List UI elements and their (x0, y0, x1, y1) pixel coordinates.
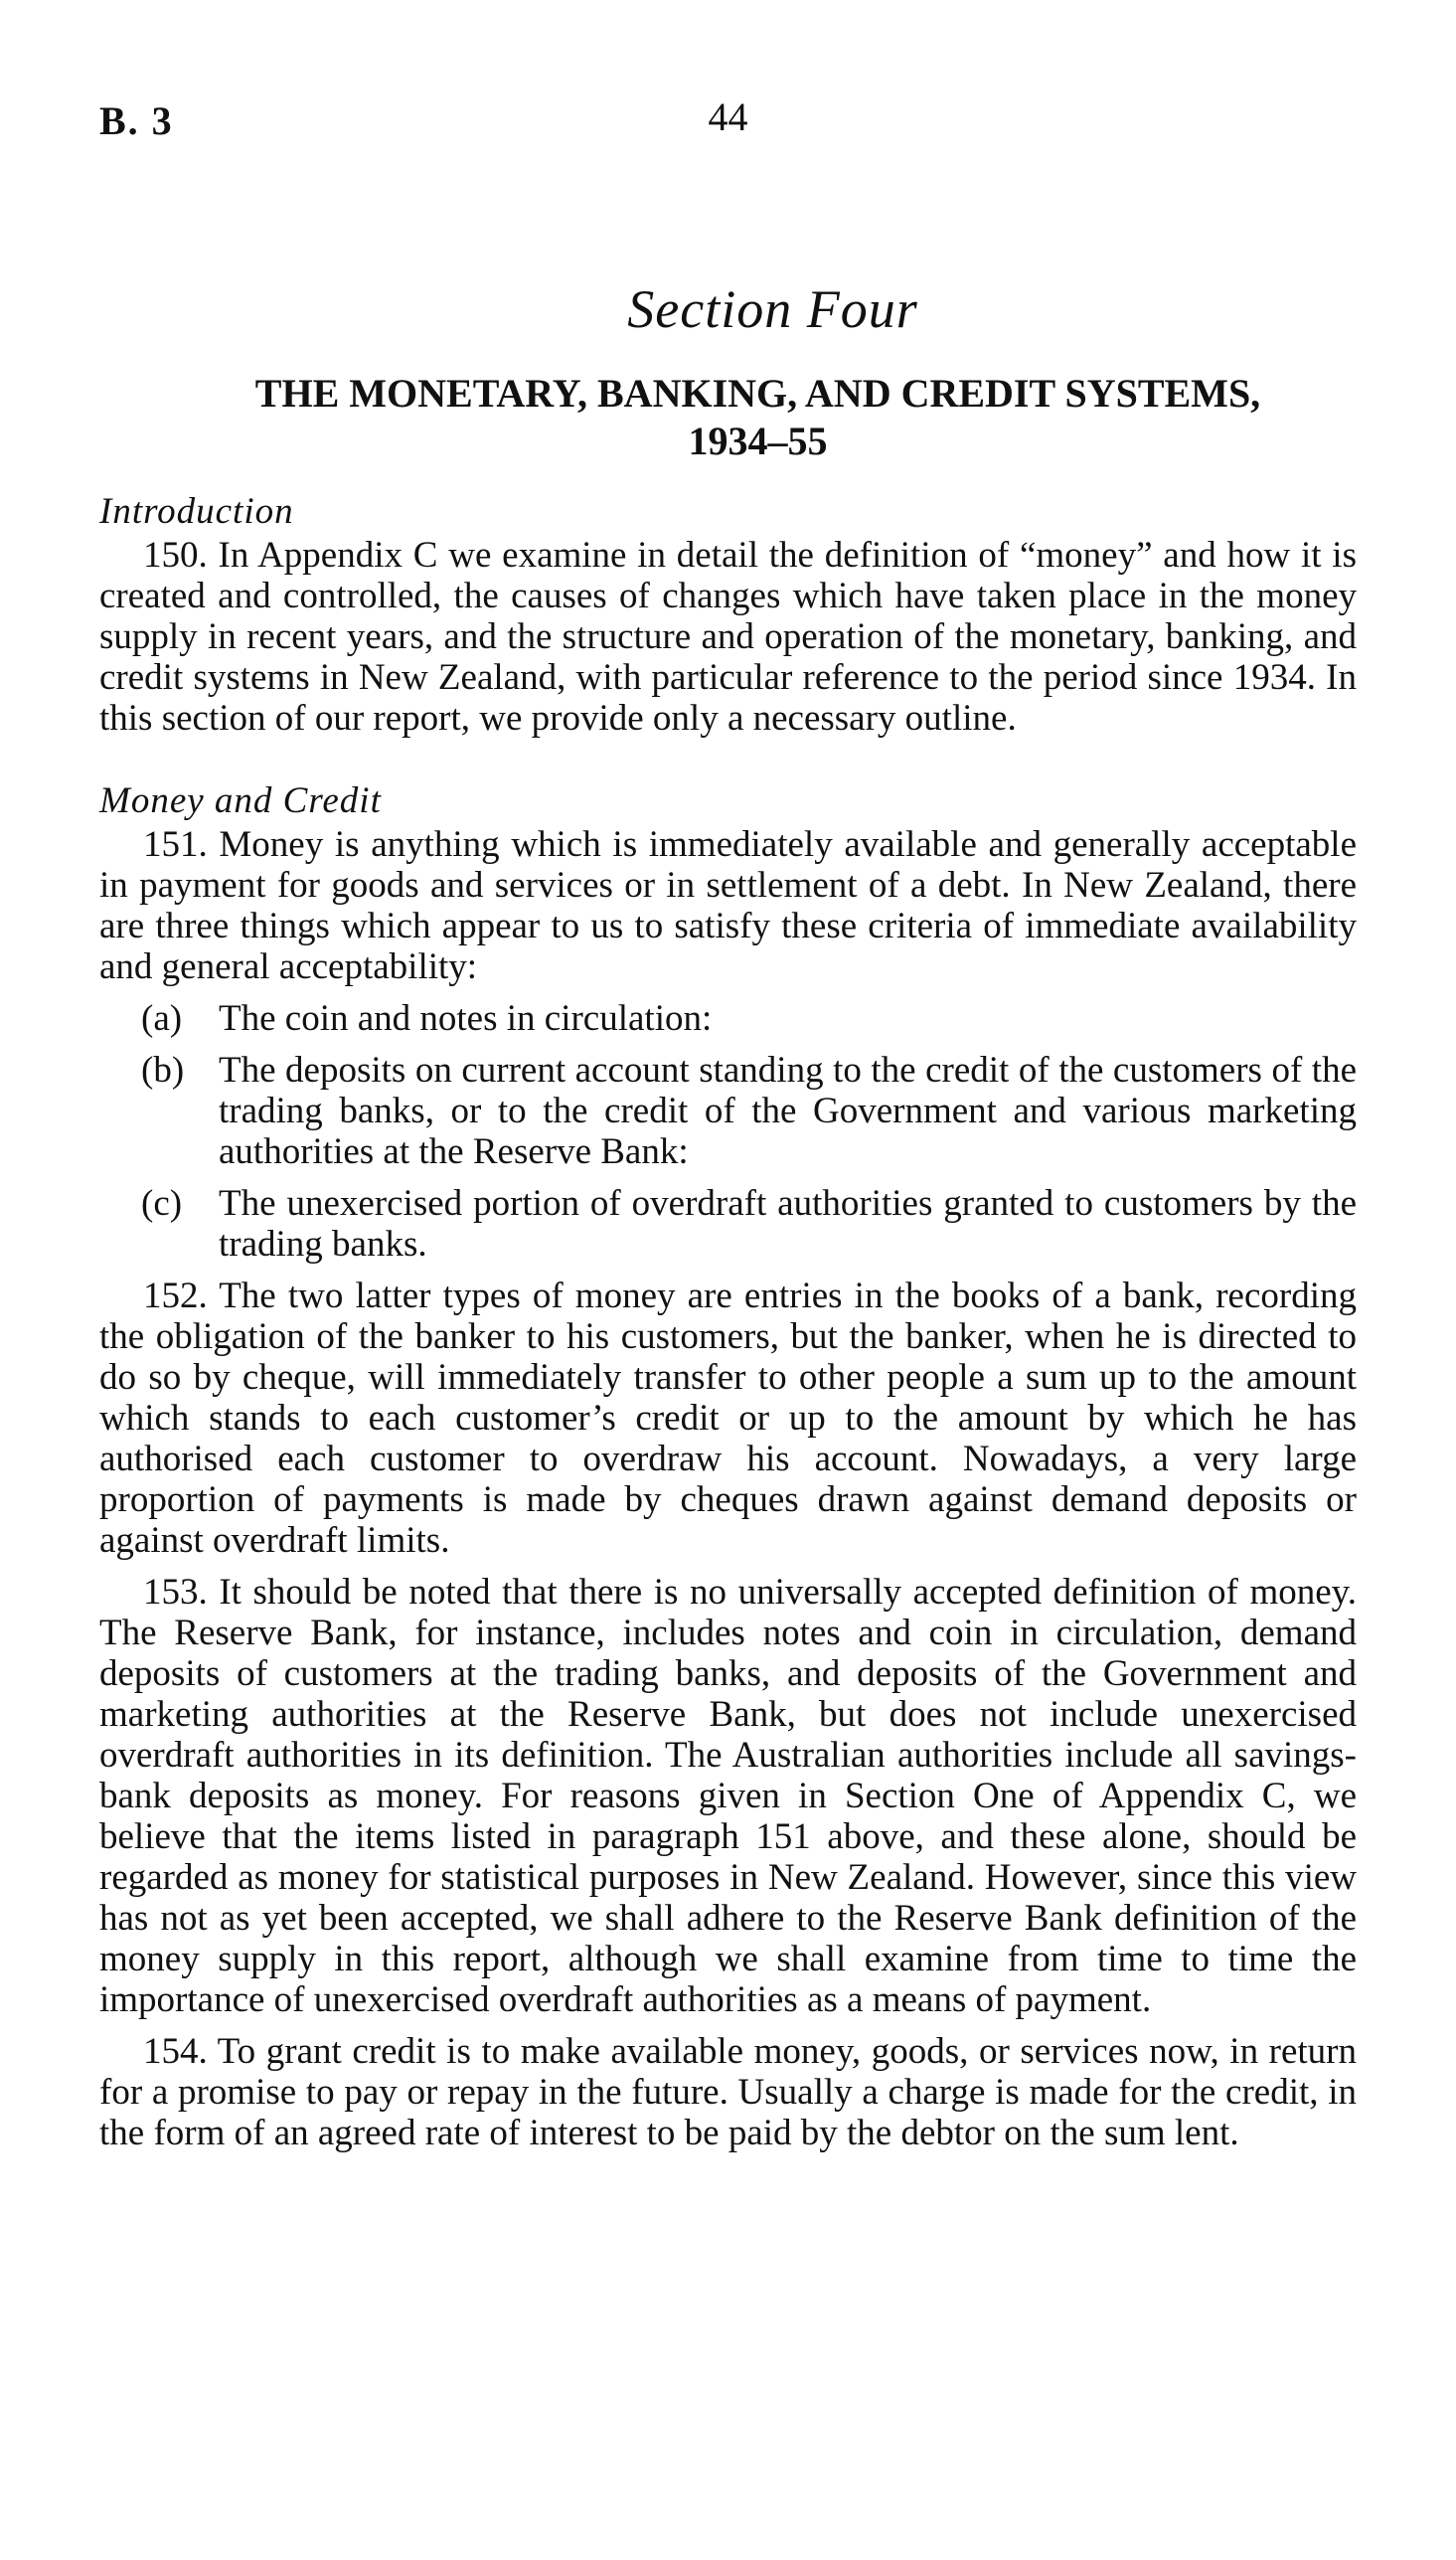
section-title (99, 370, 1357, 465)
list-item-c (99, 1183, 1357, 1265)
paragraph-151: 151. Money is anything which is immediately available and generally acceptable in payment for goods and services or in settlement of a debt. In New Zealand, there are three things which appear to us to satisfy these criteria of immediate availability and general acceptability: (99, 824, 1357, 987)
section-label: Section Four (627, 279, 918, 339)
list-marker: (a) (141, 998, 183, 1039)
document-reference: B. 3 (99, 98, 174, 143)
list-item-b (99, 1050, 1357, 1172)
page-number: 44 (708, 94, 748, 139)
list-marker: (b) (141, 1050, 185, 1091)
page-body (99, 278, 1357, 2164)
list-item-text: The deposits on current account standing to the credit of the customers of the trading banks, or to the credit of the Government and various marketing authorities at the Reserve Bank: (219, 1050, 1357, 1172)
list-item-text: The unexercised portion of overdraft authorities granted to customers by the trading banks. (219, 1183, 1357, 1265)
list-item-text: The coin and notes in circulation: (219, 998, 713, 1039)
section-title-line-2: 1934–55 (688, 419, 828, 463)
paragraph-153: 153. It should be noted that there is no universally accepted definition of money. The Reserve Bank, for instance, includes notes and coin in circulation, demand deposits of customers at the trading banks, and deposits of the Government and marketing authorities at the Reserve Bank, but does not include unexercised overdraft authorities in its definition. The Australian authorities include all savings-bank deposits as money. For reasons given in Section One of Appendix C, we believe that the items listed in paragraph 151 above, and these alone, should be regarded as money for statistical purposes in New Zealand. However, since this view has not as yet been accepted, we shall adhere to the Reserve Bank definition of the money supply in this report, although we shall examine from time to time the importance of unexercised overdraft authorities as a means of payment. (99, 1572, 1357, 2020)
money-and-credit-heading: Money and Credit (99, 780, 382, 821)
list-item-a (99, 998, 1357, 1039)
list-marker: (c) (141, 1183, 183, 1224)
paragraph-152: 152. The two latter types of money are entries in the books of a bank, recording the obligation of the banker to his customers, but the banker, when he is directed to do so by cheque, will immediately transfer to other people a sum up to the amount which stands to each customer’s credit or up to the amount by which he has authorised each customer to overdraw his account. Nowadays, a very large proportion of payments is made by cheques drawn against demand deposits or against overdraft limits. (99, 1276, 1357, 1561)
section-title-line-1: THE MONETARY, BANKING, AND CREDIT SYSTEMS, (254, 371, 1261, 416)
paragraph-154: 154. To grant credit is to make available money, goods, or services now, in return for a promise to pay or repay in the future. Usually a charge is made for the credit, in the form of an agreed rate of interest to be paid by the debtor on the sum lent. (99, 2031, 1357, 2153)
introduction-heading: Introduction (99, 491, 294, 532)
paragraph-150: 150. In Appendix C we examine in detail the definition of “money” and how it is created and controlled, the causes of changes which have taken place in the money supply in recent years, and the structure and operation of the monetary, banking, and credit systems in New Zealand, with particular reference to the period since 1934. In this section of our report, we provide only a necessary outline. (99, 535, 1357, 739)
